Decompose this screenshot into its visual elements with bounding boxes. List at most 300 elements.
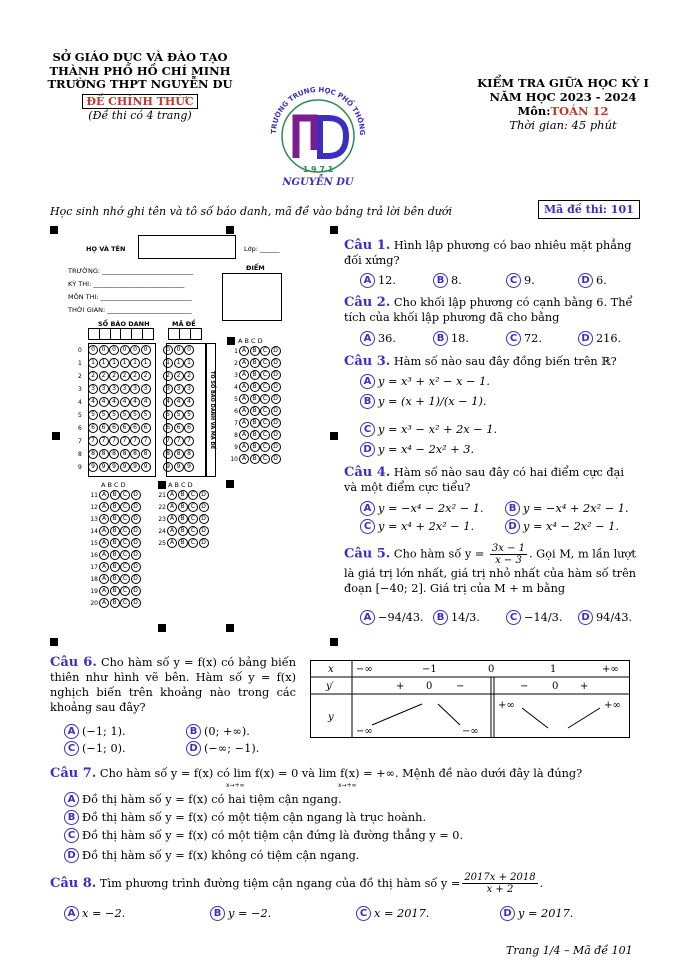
vt-y-value: +∞: [498, 700, 515, 711]
answer-bubble[interactable]: 6: [88, 423, 98, 433]
answer-bubble[interactable]: 9: [99, 462, 109, 472]
time-limit: Thời gian: 45 phút: [509, 118, 617, 132]
answer-bubble[interactable]: C: [120, 502, 130, 512]
answer-bubble[interactable]: 9: [174, 462, 184, 472]
answer-bubble[interactable]: B: [110, 502, 120, 512]
answer-row: [86, 514, 141, 524]
answer-bubble[interactable]: 1: [184, 358, 194, 368]
q3-option-b[interactable]: B y = (x + 1)/(x − 1).: [360, 394, 486, 409]
answer-bubble[interactable]: 6: [120, 423, 130, 433]
answer-bubble[interactable]: C: [120, 538, 130, 548]
answer-bubble[interactable]: 2: [99, 371, 109, 381]
answer-bubble[interactable]: 0: [130, 345, 140, 355]
answer-bubble[interactable]: A: [167, 502, 177, 512]
question-number: 25: [158, 539, 166, 547]
answer-row: [226, 454, 281, 464]
answer-bubble[interactable]: 3: [184, 384, 194, 394]
answer-bubble[interactable]: 8: [174, 449, 184, 459]
question-6: Câu 6. Cho hàm số y = f(x) có bảng biến thiên như hình vẽ bên. Hàm số y = f(x) nghịch biến trên khoảng nào trong các khoảng sau đây?: [50, 655, 296, 714]
answer-bubble[interactable]: A: [99, 526, 109, 536]
answer-bubble[interactable]: B: [110, 490, 120, 500]
vt-x-value: 0: [488, 664, 495, 675]
answer-row: [226, 346, 281, 356]
logo-year: 1 9 7 1: [302, 165, 334, 174]
answer-bubble[interactable]: 5: [163, 410, 173, 420]
score-label: ĐIỂM: [246, 264, 265, 272]
answer-bubble[interactable]: C: [120, 514, 130, 524]
answer-bubble[interactable]: 3: [163, 384, 173, 394]
answer-bubble[interactable]: D: [131, 538, 141, 548]
question-number: 7: [234, 419, 238, 427]
made-label: MÃ ĐỀ: [172, 320, 196, 328]
q6-option-a[interactable]: A (−1; 1).: [64, 724, 126, 739]
question-number: 9: [234, 443, 238, 451]
answer-bubble[interactable]: 3: [141, 384, 151, 394]
answer-bubble[interactable]: 1: [163, 358, 173, 368]
answer-bubble[interactable]: D: [271, 358, 281, 368]
answer-row: [226, 358, 281, 368]
answer-bubble[interactable]: D: [271, 442, 281, 452]
answer-bubble[interactable]: D: [131, 502, 141, 512]
abcd-header-2: A B C D: [101, 481, 126, 489]
vt-arrow-up: [372, 704, 422, 725]
answer-bubble[interactable]: B: [110, 598, 120, 608]
answer-bubble[interactable]: A: [239, 406, 249, 416]
answer-bubble[interactable]: C: [120, 490, 130, 500]
answer-bubble[interactable]: B: [178, 502, 188, 512]
vt-sign: 0: [552, 681, 559, 692]
logo-name: NGUYỄN DU: [282, 177, 354, 188]
answer-bubble[interactable]: 9: [88, 462, 98, 472]
answer-bubble[interactable]: D: [199, 490, 209, 500]
answer-bubble[interactable]: B: [178, 538, 188, 548]
answer-bubble[interactable]: 9: [109, 462, 119, 472]
answer-bubble[interactable]: C: [260, 454, 270, 464]
time-field: THỜI GIAN: __________________________: [68, 306, 192, 314]
answer-bubble[interactable]: D: [271, 382, 281, 392]
answer-bubble[interactable]: 9: [130, 462, 140, 472]
answer-bubble[interactable]: 2: [141, 371, 151, 381]
q5-option-a[interactable]: A −94/43.: [360, 610, 424, 625]
answer-bubble[interactable]: 8: [163, 449, 173, 459]
lim-subscript-2: x→+∞: [338, 782, 357, 789]
q2-option-a[interactable]: A 36.: [360, 331, 396, 346]
answer-bubble[interactable]: D: [131, 574, 141, 584]
digit-label: 8: [78, 450, 82, 458]
vt-x-value: 1: [550, 664, 557, 675]
answer-bubble[interactable]: 0: [88, 345, 98, 355]
answer-bubble[interactable]: 8: [141, 449, 151, 459]
answer-bubble[interactable]: 2: [120, 371, 130, 381]
answer-row: [154, 538, 209, 548]
vt-sign: 0: [426, 681, 433, 692]
answer-bubble[interactable]: C: [188, 538, 198, 548]
answer-bubble[interactable]: 6: [174, 423, 184, 433]
answer-bubble[interactable]: 5: [141, 410, 151, 420]
q4-option-b[interactable]: B y = −x⁴ + 2x² − 1.: [505, 501, 629, 516]
answer-bubble[interactable]: D: [131, 526, 141, 536]
q8-option-d[interactable]: D y = 2017.: [500, 906, 573, 921]
question-5: Câu 5. Cho hàm số y = $\frac{3x - 1}{x - 3}$ . Gọi M, m lần lượt là giá trị lớn nhất, giá trị nhỏ nhất của hàm số trên đoạn [−40; 2]. Giá trị của M + m bằng: [344, 543, 637, 595]
question-number: 24: [158, 527, 166, 535]
answer-bubble[interactable]: 2: [184, 371, 194, 381]
answer-bubble[interactable]: A: [239, 442, 249, 452]
answer-bubble[interactable]: C: [260, 370, 270, 380]
corner-marker: [158, 624, 166, 632]
answer-bubble[interactable]: 1: [120, 358, 130, 368]
answer-bubble[interactable]: A: [99, 586, 109, 596]
answer-bubble[interactable]: 1: [174, 358, 184, 368]
answer-bubble[interactable]: 9: [184, 462, 194, 472]
q8-option-a[interactable]: A x = −2.: [64, 906, 125, 921]
answer-bubble[interactable]: 2: [109, 371, 119, 381]
answer-bubble[interactable]: A: [99, 574, 109, 584]
answer-bubble[interactable]: D: [131, 514, 141, 524]
answer-bubble[interactable]: A: [167, 538, 177, 548]
answer-bubble[interactable]: C: [120, 526, 130, 536]
q4-option-d[interactable]: D y = x⁴ − 2x² − 1.: [505, 519, 619, 534]
answer-bubble[interactable]: A: [239, 370, 249, 380]
answer-bubble[interactable]: A: [99, 490, 109, 500]
vt-arrow-down: [438, 704, 460, 725]
answer-bubble[interactable]: 7: [88, 436, 98, 446]
answer-bubble[interactable]: 3: [109, 384, 119, 394]
answer-bubble[interactable]: A: [167, 526, 177, 536]
answer-bubble[interactable]: C: [120, 574, 130, 584]
q5-option-c[interactable]: C −14/3.: [506, 610, 562, 625]
answer-bubble[interactable]: 0: [120, 345, 130, 355]
answer-bubble[interactable]: 0: [163, 345, 173, 355]
answer-bubble[interactable]: B: [110, 586, 120, 596]
answer-bubble[interactable]: 8: [120, 449, 130, 459]
answer-bubble[interactable]: B: [250, 406, 260, 416]
answer-bubble[interactable]: C: [188, 490, 198, 500]
answer-bubble[interactable]: C: [188, 526, 198, 536]
answer-bubble[interactable]: 0: [184, 345, 194, 355]
answer-bubble[interactable]: 7: [120, 436, 130, 446]
answer-row: [86, 574, 141, 584]
answer-bubble[interactable]: 7: [163, 436, 173, 446]
answer-bubble[interactable]: 5: [109, 410, 119, 420]
city: THÀNH PHỐ HỒ CHÍ MINH: [49, 64, 231, 78]
answer-bubble[interactable]: 4: [99, 397, 109, 407]
answer-bubble[interactable]: B: [178, 490, 188, 500]
q6-option-d[interactable]: D (−∞; −1).: [186, 741, 259, 756]
answer-bubble[interactable]: 5: [174, 410, 184, 420]
answer-bubble[interactable]: 8: [130, 449, 140, 459]
answer-bubble[interactable]: 4: [174, 397, 184, 407]
answer-bubble[interactable]: 6: [109, 423, 119, 433]
q1-option-d[interactable]: D 6.: [578, 273, 607, 288]
answer-bubble[interactable]: B: [250, 382, 260, 392]
answer-bubble[interactable]: A: [239, 358, 249, 368]
question-number: 13: [90, 515, 98, 523]
answer-row: [86, 598, 141, 608]
answer-bubble[interactable]: 2: [174, 371, 184, 381]
answer-bubble[interactable]: 5: [130, 410, 140, 420]
answer-bubble[interactable]: 0: [141, 345, 151, 355]
answer-bubble[interactable]: B: [110, 550, 120, 560]
answer-bubble[interactable]: 0: [109, 345, 119, 355]
q5-option-b[interactable]: B 14/3.: [433, 610, 480, 625]
answer-bubble[interactable]: A: [239, 382, 249, 392]
answer-bubble[interactable]: 4: [163, 397, 173, 407]
digit-label: 0: [78, 346, 82, 354]
answer-bubble[interactable]: 9: [120, 462, 130, 472]
answer-bubble[interactable]: A: [99, 562, 109, 572]
answer-bubble[interactable]: 6: [141, 423, 151, 433]
answer-bubble[interactable]: 9: [141, 462, 151, 472]
answer-bubble[interactable]: 6: [130, 423, 140, 433]
answer-bubble[interactable]: C: [120, 562, 130, 572]
answer-bubble[interactable]: 5: [120, 410, 130, 420]
answer-bubble[interactable]: C: [120, 550, 130, 560]
made-write-boxes[interactable]: [168, 328, 202, 340]
q8-option-b[interactable]: B y = −2.: [210, 906, 271, 921]
q7-option-b[interactable]: B Đồ thị hàm số y = f(x) có một tiệm cận ngang là trục hoành.: [64, 810, 426, 825]
vt-yprime-label: y′: [326, 681, 334, 692]
q6-option-b[interactable]: B (0; +∞).: [186, 724, 250, 739]
answer-row: [154, 514, 209, 524]
answer-bubble[interactable]: B: [178, 526, 188, 536]
answer-bubble[interactable]: B: [110, 538, 120, 548]
q7-option-c[interactable]: C Đồ thị hàm số y = f(x) có một tiệm cận đứng là đường thẳng y = 0.: [64, 828, 463, 843]
name-label: HỌ VÀ TÊN: [86, 245, 126, 253]
answer-bubble[interactable]: D: [199, 526, 209, 536]
q3-option-c[interactable]: C y = x³ − x² + 2x − 1.: [360, 422, 497, 437]
vt-sign: −: [520, 681, 529, 692]
answer-bubble[interactable]: 1: [130, 358, 140, 368]
answer-bubble[interactable]: 5: [99, 410, 109, 420]
answer-bubble[interactable]: C: [260, 394, 270, 404]
instruction: Học sinh nhớ ghi tên và tô số báo danh, mã đề vào bảng trả lời bên dưới: [50, 205, 452, 218]
question-2: Câu 2. Cho khối lập phương có cạnh bằng 6. Thể tích của khối lập phương đã cho bằng: [344, 295, 633, 324]
question-number: 6: [234, 407, 238, 415]
answer-bubble[interactable]: B: [250, 394, 260, 404]
answer-bubble[interactable]: A: [99, 514, 109, 524]
answer-bubble[interactable]: 1: [141, 358, 151, 368]
answer-bubble[interactable]: 4: [141, 397, 151, 407]
answer-bubble[interactable]: B: [178, 514, 188, 524]
class-label: Lớp: ______: [244, 245, 280, 253]
answer-bubble[interactable]: B: [250, 370, 260, 380]
answer-bubble[interactable]: 2: [88, 371, 98, 381]
q4-option-a[interactable]: A y = −x⁴ − 2x² − 1.: [360, 501, 484, 516]
answer-bubble[interactable]: B: [250, 430, 260, 440]
answer-bubble[interactable]: 4: [130, 397, 140, 407]
q8-option-c[interactable]: C x = 2017.: [356, 906, 429, 921]
answer-bubble[interactable]: 7: [184, 436, 194, 446]
answer-bubble[interactable]: 1: [99, 358, 109, 368]
answer-bubble[interactable]: 8: [184, 449, 194, 459]
answer-bubble[interactable]: 4: [184, 397, 194, 407]
answer-bubble[interactable]: 5: [184, 410, 194, 420]
answer-bubble[interactable]: D: [271, 454, 281, 464]
answer-row: [86, 490, 141, 500]
answer-bubble[interactable]: A: [99, 538, 109, 548]
answer-bubble[interactable]: B: [110, 574, 120, 584]
subject-line: Môn:TOÁN 12: [517, 104, 609, 118]
answer-bubble[interactable]: A: [167, 514, 177, 524]
answer-bubble[interactable]: 3: [99, 384, 109, 394]
q6-option-c[interactable]: C (−1; 0).: [64, 741, 126, 756]
school-year: NĂM HỌC 2023 - 2024: [489, 90, 637, 104]
answer-bubble[interactable]: 1: [88, 358, 98, 368]
answer-bubble[interactable]: A: [99, 598, 109, 608]
answer-bubble[interactable]: A: [167, 490, 177, 500]
q3-option-d[interactable]: D y = x⁴ − 2x² + 3.: [360, 442, 474, 457]
vt-x-value: −1: [422, 664, 437, 675]
question-number: 17: [90, 563, 98, 571]
question-number: 1: [234, 347, 238, 355]
answer-bubble[interactable]: 8: [88, 449, 98, 459]
answer-bubble[interactable]: A: [239, 346, 249, 356]
q7-option-d[interactable]: D Đồ thị hàm số y = f(x) không có tiệm cận ngang.: [64, 848, 359, 863]
answer-bubble[interactable]: B: [110, 514, 120, 524]
digit-label: 4: [78, 398, 82, 406]
answer-bubble[interactable]: A: [239, 430, 249, 440]
answer-bubble[interactable]: C: [260, 406, 270, 416]
answer-row: [154, 526, 209, 536]
q7-option-a[interactable]: A Đồ thị hàm số y = f(x) có hai tiệm cận ngang.: [64, 792, 342, 807]
question-number: 5: [234, 395, 238, 403]
answer-bubble[interactable]: C: [120, 598, 130, 608]
answer-bubble[interactable]: 8: [99, 449, 109, 459]
answer-bubble[interactable]: D: [271, 370, 281, 380]
answer-bubble[interactable]: C: [260, 358, 270, 368]
answer-bubble[interactable]: B: [250, 454, 260, 464]
answer-bubble[interactable]: D: [199, 538, 209, 548]
answer-bubble[interactable]: 3: [174, 384, 184, 394]
answer-bubble[interactable]: A: [239, 394, 249, 404]
answer-bubble[interactable]: C: [188, 514, 198, 524]
answer-bubble[interactable]: D: [131, 490, 141, 500]
sbd-write-boxes[interactable]: [88, 328, 154, 340]
answer-bubble[interactable]: 9: [163, 462, 173, 472]
answer-bubble[interactable]: 7: [99, 436, 109, 446]
answer-bubble[interactable]: B: [110, 562, 120, 572]
digit-label: 9: [78, 463, 82, 471]
sbd-bubble-frame: [88, 343, 156, 477]
answer-bubble[interactable]: B: [250, 358, 260, 368]
answer-bubble[interactable]: A: [239, 418, 249, 428]
answer-bubble[interactable]: D: [199, 502, 209, 512]
answer-bubble[interactable]: B: [250, 442, 260, 452]
answer-bubble[interactable]: 3: [88, 384, 98, 394]
answer-bubble[interactable]: 3: [130, 384, 140, 394]
answer-bubble[interactable]: C: [260, 346, 270, 356]
answer-bubble[interactable]: 7: [174, 436, 184, 446]
answer-bubble[interactable]: C: [260, 382, 270, 392]
corner-marker: [50, 638, 58, 646]
vt-sign: −: [456, 681, 465, 692]
answer-bubble[interactable]: 8: [109, 449, 119, 459]
answer-bubble[interactable]: 6: [163, 423, 173, 433]
answer-bubble[interactable]: 5: [88, 410, 98, 420]
answer-bubble[interactable]: 7: [130, 436, 140, 446]
answer-bubble[interactable]: D: [131, 586, 141, 596]
answer-bubble[interactable]: D: [271, 406, 281, 416]
answer-bubble[interactable]: 7: [109, 436, 119, 446]
answer-bubble[interactable]: A: [99, 502, 109, 512]
answer-bubble[interactable]: C: [260, 430, 270, 440]
answer-bubble[interactable]: D: [271, 430, 281, 440]
q4-option-c[interactable]: C y = x⁴ + 2x² − 1.: [360, 519, 474, 534]
q1-option-c[interactable]: C 9.: [506, 273, 535, 288]
score-box: [222, 273, 282, 321]
answer-bubble[interactable]: 2: [130, 371, 140, 381]
answer-bubble[interactable]: B: [110, 526, 120, 536]
question-number: 22: [158, 503, 166, 511]
answer-bubble[interactable]: A: [239, 454, 249, 464]
corner-marker: [158, 481, 166, 489]
answer-bubble[interactable]: 3: [120, 384, 130, 394]
vt-x-value: −∞: [356, 664, 373, 675]
answer-bubble[interactable]: 2: [163, 371, 173, 381]
answer-bubble[interactable]: 1: [109, 358, 119, 368]
answer-row: [86, 550, 141, 560]
q2-option-c[interactable]: C 72.: [506, 331, 542, 346]
sbd-label: SỐ BÁO DANH: [98, 320, 150, 328]
vt-y-value: −∞: [462, 726, 479, 737]
name-field[interactable]: [138, 235, 236, 259]
vt-sign: +: [396, 681, 405, 692]
pages-note: (Đề thi có 4 trang): [88, 109, 192, 122]
q1-option-b[interactable]: B 8.: [433, 273, 462, 288]
answer-bubble[interactable]: 7: [141, 436, 151, 446]
lim-subscript-1: x→+∞: [226, 782, 245, 789]
digit-label: 3: [78, 385, 82, 393]
answer-bubble[interactable]: 6: [99, 423, 109, 433]
answer-bubble[interactable]: D: [131, 598, 141, 608]
official-badge: ĐỀ CHÍNH THỨC: [82, 94, 197, 109]
q5-option-d[interactable]: D 94/43.: [578, 610, 632, 625]
answer-bubble[interactable]: 6: [184, 423, 194, 433]
answer-bubble[interactable]: 0: [174, 345, 184, 355]
answer-bubble[interactable]: D: [131, 562, 141, 572]
question-number: 18: [90, 575, 98, 583]
answer-row: [226, 394, 281, 404]
answer-bubble[interactable]: D: [131, 550, 141, 560]
answer-bubble[interactable]: D: [271, 418, 281, 428]
answer-bubble[interactable]: B: [250, 418, 260, 428]
answer-bubble[interactable]: C: [260, 442, 270, 452]
answer-bubble[interactable]: 4: [109, 397, 119, 407]
abcd-header-3: A B C D: [168, 481, 193, 489]
answer-bubble[interactable]: C: [188, 502, 198, 512]
answer-row: [86, 562, 141, 572]
q3-option-a[interactable]: A y = x³ + x² − x − 1.: [360, 374, 490, 389]
header-left: [40, 50, 240, 123]
answer-bubble[interactable]: C: [120, 586, 130, 596]
vt-y-label: y: [328, 712, 334, 723]
answer-bubble[interactable]: 4: [88, 397, 98, 407]
answer-bubble[interactable]: D: [271, 346, 281, 356]
vt-x-label: x: [328, 664, 334, 675]
answer-bubble[interactable]: B: [250, 346, 260, 356]
answer-bubble[interactable]: A: [99, 550, 109, 560]
answer-bubble[interactable]: D: [199, 514, 209, 524]
answer-bubble[interactable]: C: [260, 418, 270, 428]
answer-bubble[interactable]: 0: [99, 345, 109, 355]
answer-bubble[interactable]: D: [271, 394, 281, 404]
school: TRƯỜNG THPT NGUYỄN DU: [47, 77, 233, 91]
q1-option-a[interactable]: A 12.: [360, 273, 396, 288]
question-3: Câu 3. Hàm số nào sau đây đồng biến trên ℝ?: [344, 354, 617, 369]
q2-option-d[interactable]: D 216.: [578, 331, 621, 346]
q2-option-b[interactable]: B 18.: [433, 331, 469, 346]
answer-bubble[interactable]: 4: [120, 397, 130, 407]
